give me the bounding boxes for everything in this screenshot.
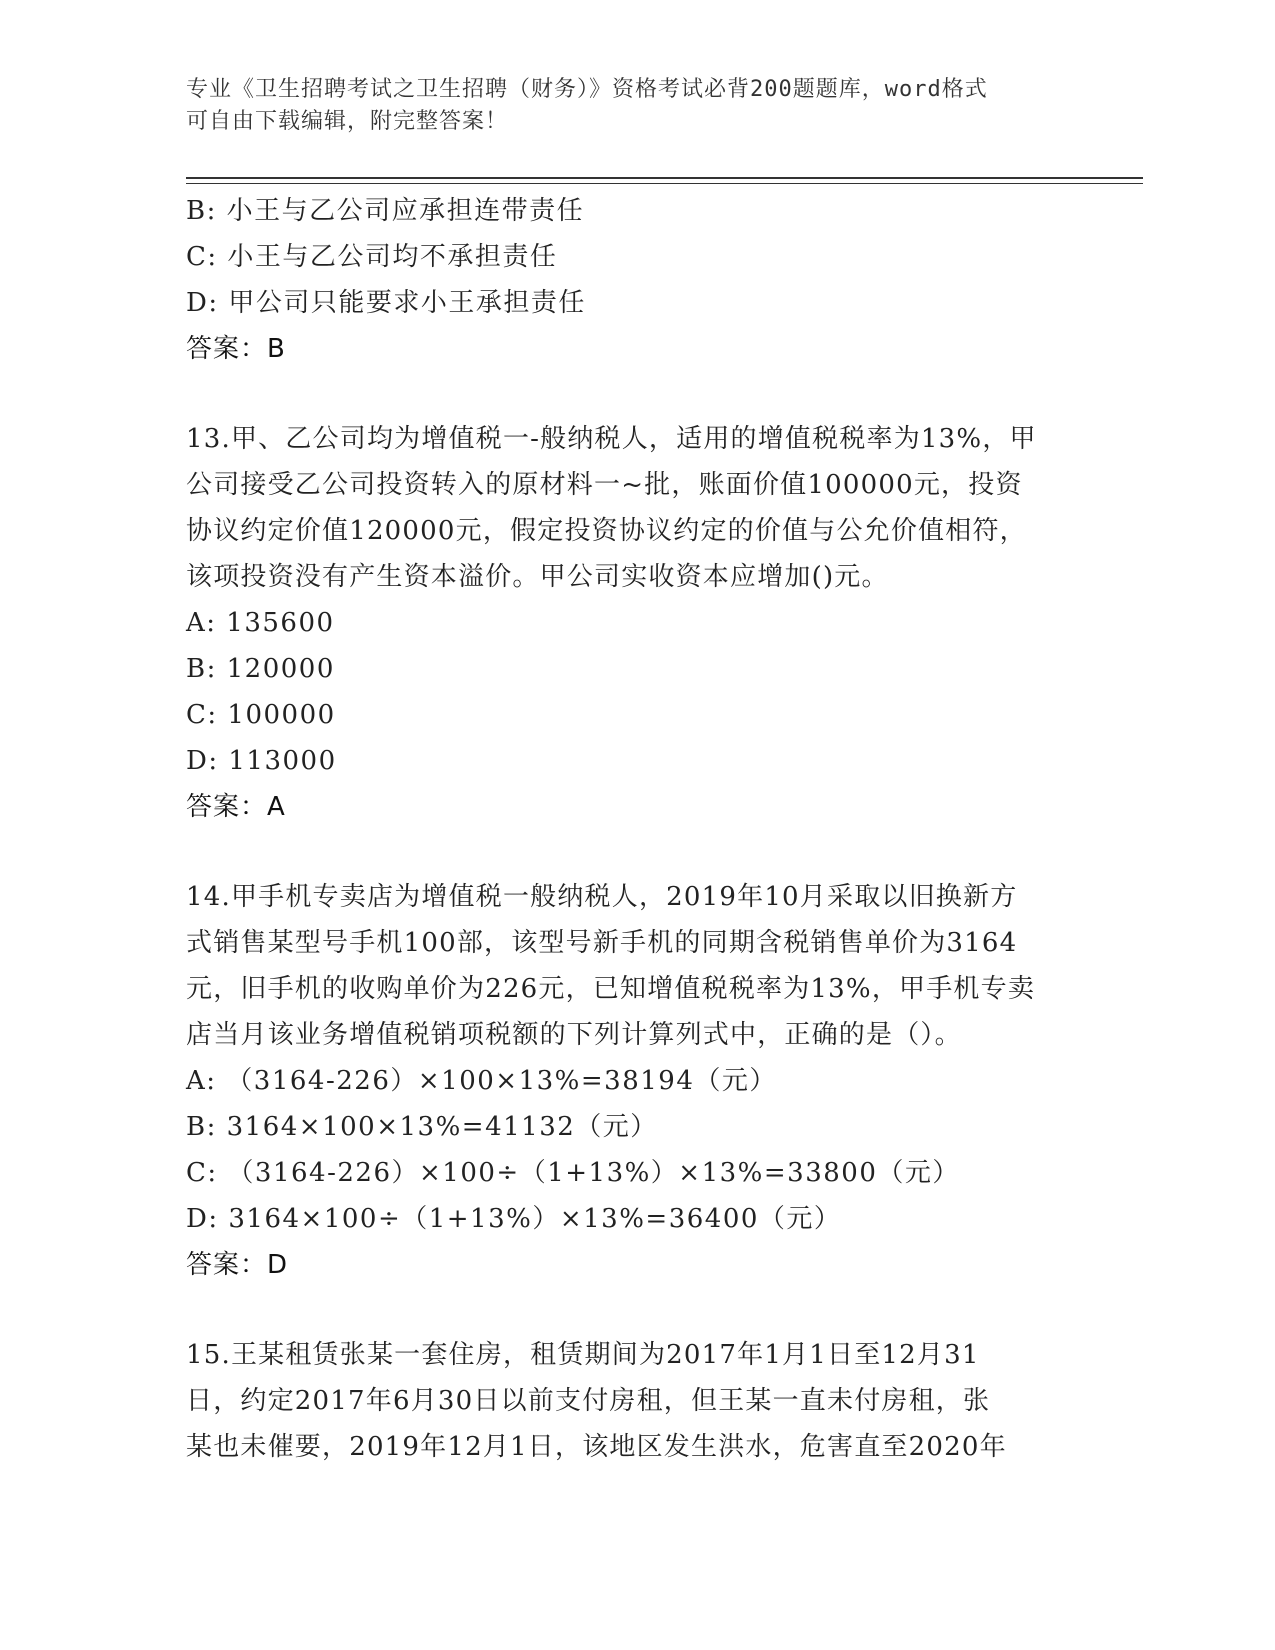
option-d: D: 甲公司只能要求小王承担责任 xyxy=(186,288,586,318)
spacer xyxy=(186,1288,1086,1332)
option-d: D: 3164×100÷（1+13%）×13%=36400（元） xyxy=(186,1204,842,1234)
spacer xyxy=(186,372,1086,416)
stem-line: 该项投资没有产生资本溢价。甲公司实收资本应增加()元。 xyxy=(186,562,889,592)
document-header xyxy=(186,74,1066,138)
option-b: B: 小王与乙公司应承担连带责任 xyxy=(186,196,585,226)
question-list xyxy=(186,188,1086,1470)
header-title-line-2: 可自由下载编辑，附完整答案！ xyxy=(186,109,509,134)
answer-label: 答案：A xyxy=(186,792,286,822)
answer-label: 答案：B xyxy=(186,334,286,364)
header-title-line-1: 专业《卫生招聘考试之卫生招聘（财务）》资格考试必背200题题库，word格式 xyxy=(186,77,988,102)
stem-line: 协议约定价值120000元，假定投资协议约定的价值与公允价值相符， xyxy=(186,516,1027,546)
stem-line: 15.王某租赁张某一套住房，租赁期间为2017年1月1日至12月31 xyxy=(186,1340,980,1370)
option-c: C: 小王与乙公司均不承担责任 xyxy=(186,242,558,272)
option-c: C: 100000 xyxy=(186,700,336,730)
question-12-continued xyxy=(186,188,1086,372)
stem-line: 14.甲手机专卖店为增值税一般纳税人，2019年10月采取以旧换新方 xyxy=(186,882,1018,912)
option-a: A: （3164-226）×100×13%=38194（元） xyxy=(186,1066,777,1096)
option-d: D: 113000 xyxy=(186,746,337,776)
question-13 xyxy=(186,416,1086,830)
option-c: C: （3164-226）×100÷（1+13%）×13%=33800（元） xyxy=(186,1158,960,1188)
question-stem xyxy=(186,874,1086,1058)
question-14 xyxy=(186,874,1086,1288)
header-divider-thin xyxy=(186,183,1143,184)
header-divider xyxy=(186,177,1143,179)
answer-label: 答案：D xyxy=(186,1250,289,1280)
option-a: A: 135600 xyxy=(186,608,335,638)
spacer xyxy=(186,830,1086,874)
stem-line: 日，约定2017年6月30日以前支付房租，但王某一直未付房租，张 xyxy=(186,1386,991,1416)
question-stem xyxy=(186,416,1086,600)
question-15 xyxy=(186,1332,1086,1470)
option-b: B: 3164×100×13%=41132（元） xyxy=(186,1112,658,1142)
question-stem xyxy=(186,1332,1086,1470)
stem-line: 店当月该业务增值税销项税额的下列计算列式中，正确的是（）。 xyxy=(186,1020,962,1050)
option-b: B: 120000 xyxy=(186,654,335,684)
stem-line: 13.甲、乙公司均为增值税一-般纳税人，适用的增值税税率为13%，甲 xyxy=(186,424,1037,454)
stem-line: 元，旧手机的收购单价为226元，已知增值税税率为13%，甲手机专卖 xyxy=(186,974,1036,1004)
stem-line: 式销售某型号手机100部，该型号新手机的同期含税销售单价为3164 xyxy=(186,928,1018,958)
stem-line: 某也未催要，2019年12月1日，该地区发生洪水，危害直至2020年 xyxy=(186,1432,1007,1462)
stem-line: 公司接受乙公司投资转入的原材料一~批，账面价值100000元，投资 xyxy=(186,470,1023,500)
